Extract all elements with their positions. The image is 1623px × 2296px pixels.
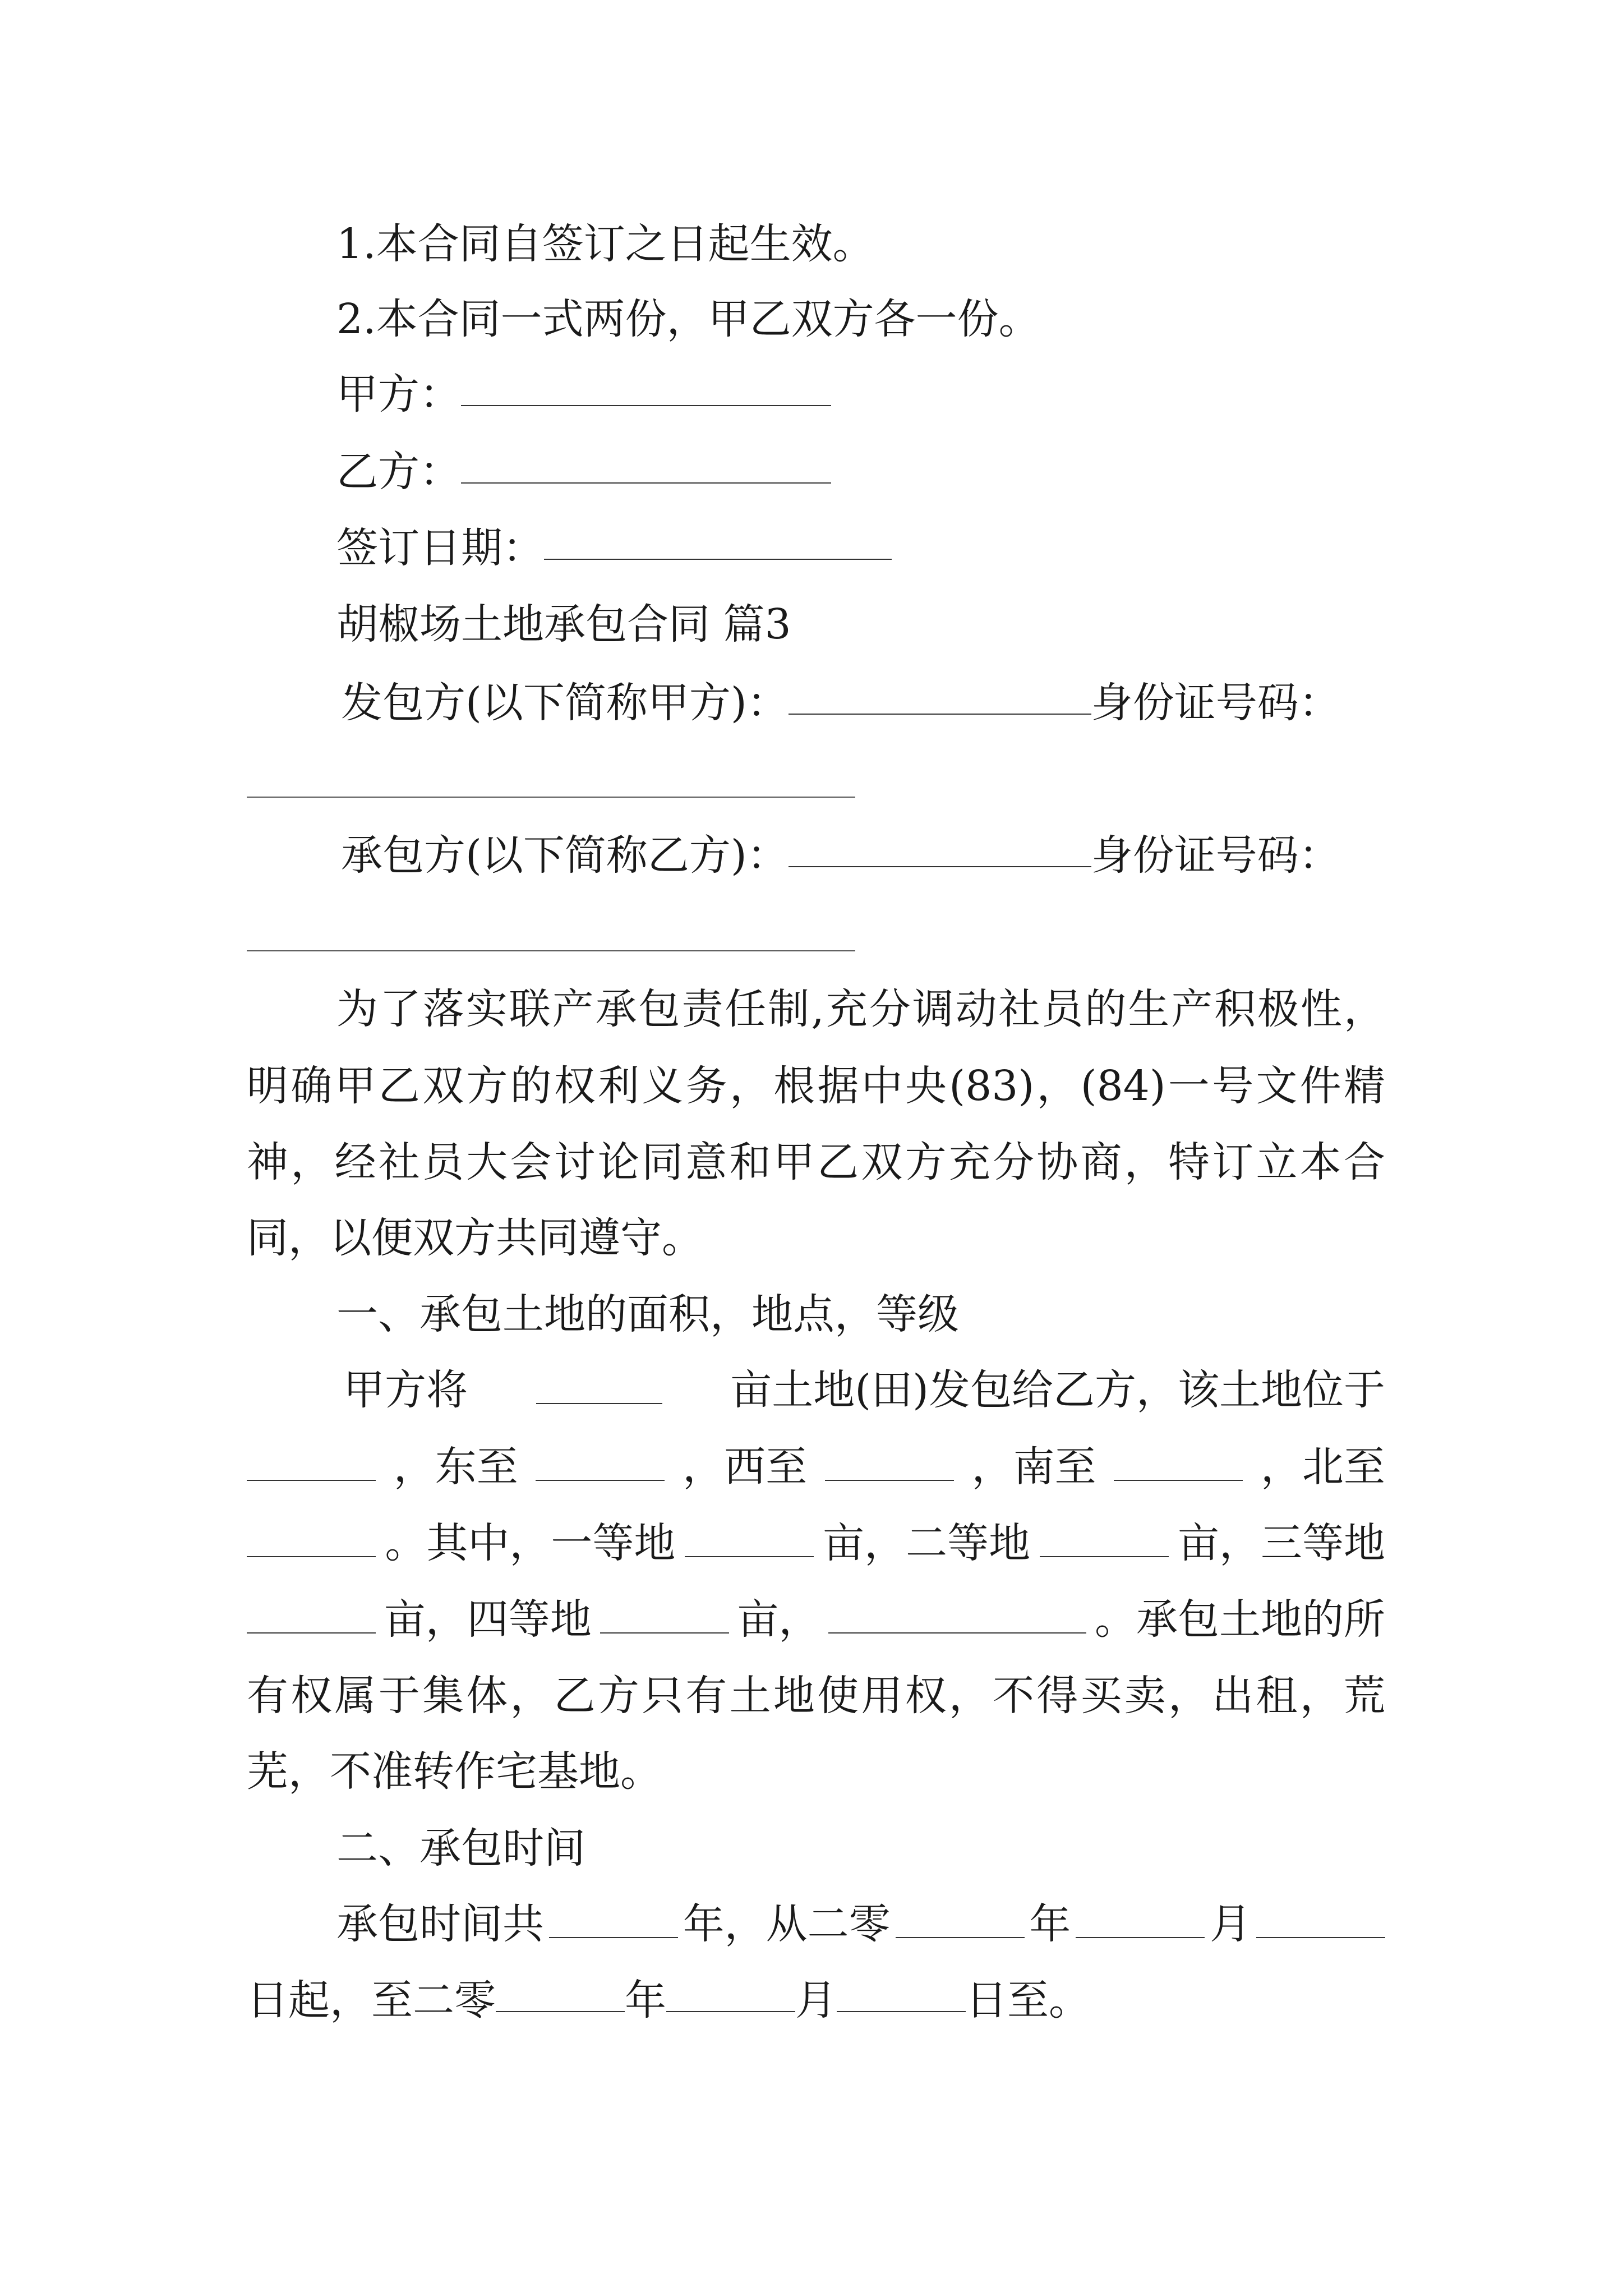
preamble-line-4: 同，以便双方共同遵守。 <box>247 1214 703 1262</box>
grade3-blank[interactable] <box>247 1632 376 1634</box>
party-b-label: 乙方： <box>336 448 461 496</box>
preamble-line-2: 明确甲乙双方的权利义务，根据中央(83)，(84)一号文件精 <box>247 1062 1385 1110</box>
party-b-signature <box>336 448 831 496</box>
clause1-text-12: 。承包土地的所 <box>1094 1595 1385 1644</box>
contractor-id-blank[interactable] <box>247 797 855 798</box>
contractor-line <box>341 679 1340 727</box>
clause1-text-4: ，西至 <box>683 1443 808 1491</box>
clause2-text-7: 月 <box>795 1976 837 2024</box>
clause1-line-5: 有权属于集体，乙方只有土地使用权，不得买卖，出租，荒 <box>247 1672 1385 1720</box>
contractor-label: 发包方(以下简称甲方)： <box>341 679 789 727</box>
term-effective: 1.本合同自签订之日起生效。 <box>336 220 874 268</box>
sign-date-label: 签订日期： <box>336 524 544 572</box>
clause1-line-4 <box>247 1595 1385 1644</box>
contractor-id-label: 身份证号码： <box>1091 679 1340 727</box>
location-blank[interactable] <box>247 1479 376 1481</box>
clause1-text-10: 亩，四等地 <box>384 1595 592 1644</box>
clause1-text-11: 亩， <box>737 1595 820 1644</box>
south-blank[interactable] <box>1114 1479 1243 1481</box>
clause2-text-6: 年 <box>625 1976 666 2024</box>
preamble-line-1: 为了落实联产承包责任制,充分调动社员的生产积极性， <box>336 985 1385 1033</box>
sign-date <box>336 524 892 572</box>
grade1-blank[interactable] <box>685 1556 814 1557</box>
other-blank[interactable] <box>828 1632 1086 1634</box>
party-a-signature <box>336 370 831 418</box>
start-month-blank[interactable] <box>1076 1936 1205 1938</box>
clause2-text-3: 年 <box>1029 1900 1071 1948</box>
area-blank[interactable] <box>536 1402 662 1404</box>
clause2-heading: 二、承包时间 <box>336 1824 585 1872</box>
clause1-text-1: 甲方将 <box>343 1366 468 1414</box>
start-year-blank[interactable] <box>896 1936 1025 1938</box>
clause2-text-8: 日至。 <box>966 1976 1090 2024</box>
clause1-line-3 <box>247 1519 1385 1567</box>
contractee-id-blank[interactable] <box>247 950 855 951</box>
start-day-blank[interactable] <box>1256 1936 1385 1938</box>
contractee-label: 承包方(以下简称乙方)： <box>341 831 789 880</box>
contractor-name-blank[interactable] <box>789 713 1091 715</box>
north-blank[interactable] <box>247 1556 376 1557</box>
clause1-text-8: 亩，二等地 <box>823 1519 1031 1567</box>
clause1-line-1 <box>343 1366 1385 1414</box>
grade2-blank[interactable] <box>1040 1556 1169 1557</box>
end-day-blank[interactable] <box>837 2010 966 2012</box>
clause2-text-4: 月 <box>1210 1900 1252 1948</box>
contractee-name-blank[interactable] <box>789 866 1091 867</box>
clause1-text-7: 。其中，一等地 <box>385 1519 676 1567</box>
clause2-text-2: 年，从二零 <box>683 1900 891 1948</box>
clause1-text-6: ，北至 <box>1260 1443 1385 1491</box>
term-years-blank[interactable] <box>549 1936 678 1938</box>
term-copies: 2.本合同一式两份，甲乙双方各一份。 <box>336 295 1040 343</box>
clause1-text-9: 亩，三等地 <box>1177 1519 1385 1567</box>
party-a-label: 甲方： <box>336 370 461 418</box>
contractee-id-label: 身份证号码： <box>1091 831 1340 880</box>
clause1-text-5: ，南至 <box>971 1443 1096 1491</box>
preamble-line-3: 神，经社员大会讨论同意和甲乙双方充分协商，特订立本合 <box>247 1138 1385 1186</box>
party-b-blank[interactable] <box>461 482 831 484</box>
end-month-blank[interactable] <box>666 2010 795 2012</box>
sign-date-blank[interactable] <box>544 558 892 560</box>
clause1-heading: 一、承包土地的面积，地点，等级 <box>336 1290 959 1338</box>
clause2-line-2 <box>247 1976 1090 2024</box>
party-a-blank[interactable] <box>461 404 831 406</box>
clause1-text-2: 亩土地(田)发包给乙方，该土地位于 <box>730 1366 1385 1414</box>
clause2-text-1: 承包时间共 <box>336 1900 544 1948</box>
grade4-blank[interactable] <box>600 1632 729 1634</box>
clause1-text-3: ，东至 <box>393 1443 518 1491</box>
section-title: 胡椒场土地承包合同 篇3 <box>336 600 791 648</box>
east-blank[interactable] <box>536 1479 665 1481</box>
clause1-line-2 <box>247 1443 1385 1491</box>
west-blank[interactable] <box>825 1479 954 1481</box>
clause2-line-1 <box>336 1900 1385 1948</box>
clause1-line-6: 芜，不准转作宅基地。 <box>247 1747 662 1796</box>
clause2-text-5: 日起，至二零 <box>247 1976 496 2024</box>
end-year-blank[interactable] <box>496 2010 625 2012</box>
contractee-line <box>341 831 1340 880</box>
